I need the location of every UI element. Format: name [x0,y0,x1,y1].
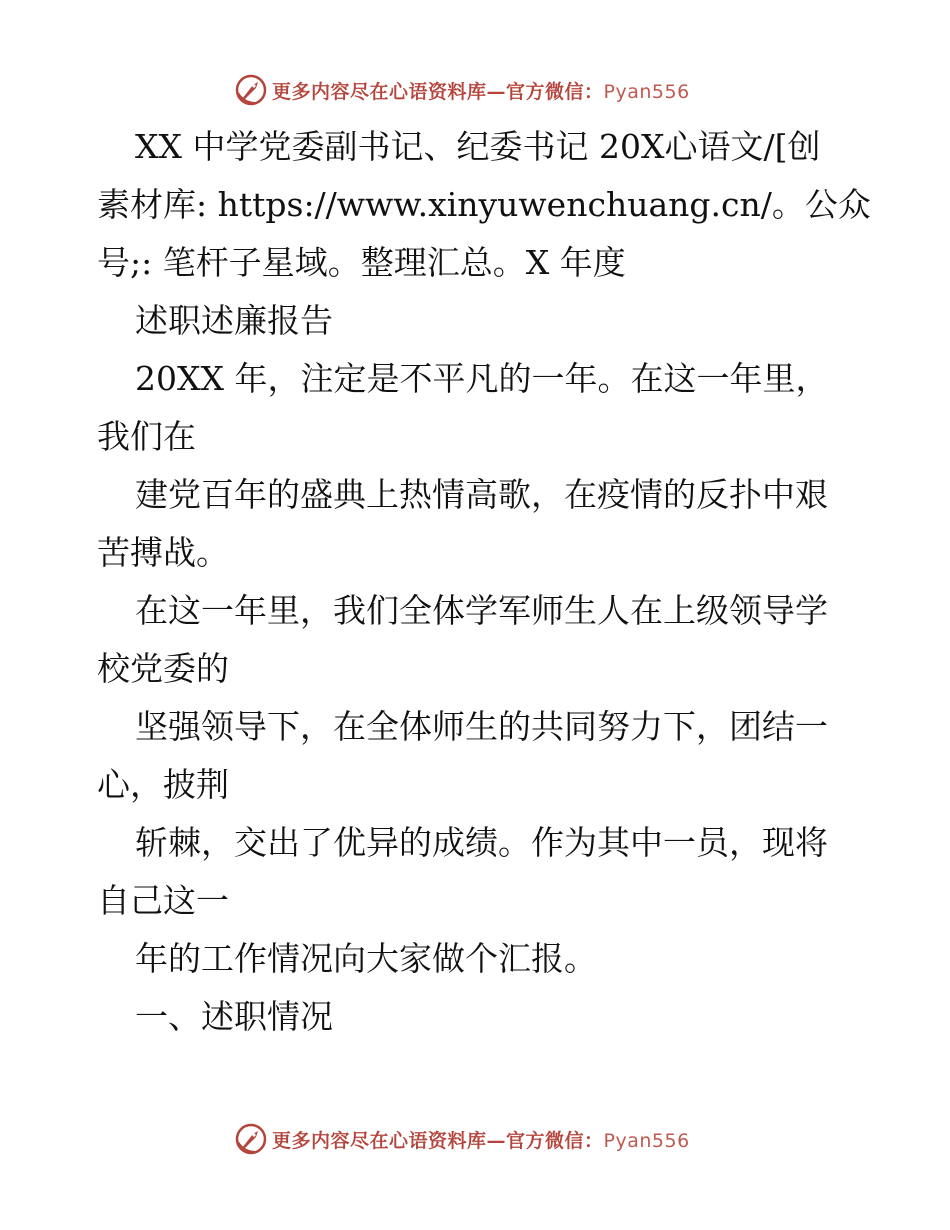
text-line: 心，披荆 [97,765,229,804]
text-line: 在这一年里，我们全体学军师生人在上级领导学 [135,591,828,630]
watermark-wechat-label: 官方微信： [506,1129,604,1152]
watermark-separator: — [486,1129,507,1152]
text-line: XX 中学党委副书记、纪委书记 20X心语文/[创 [135,127,821,166]
text-line: 年的工作情况向大家做个汇报。 [135,939,597,978]
text-line: 校党委的 [97,649,229,688]
watermark-text [272,1126,690,1153]
text-line: 坚强领导下，在全体师生的共同努力下，团结一 [135,707,828,746]
watermark-brand: 更多内容尽在心语资料库 [272,80,487,103]
watermark-wechat-label: 官方微信： [506,80,604,103]
text-line: 20XX 年，注定是不平凡的一年。在这一年里， [135,359,829,398]
text-line: 号;: 笔杆子星域。整理汇总。X 年度 [97,243,626,282]
text-line: 述职述廉报告 [135,301,333,340]
text-line: 建党百年的盛典上热情高歌，在疫情的反扑中艰 [135,475,828,514]
text-line: 我们在 [97,417,196,456]
text-line: 素材库: https://www.xinyuwenchuang.cn/。公众 [97,185,871,224]
pen-nib-logo-icon [234,73,268,107]
footer-watermark [234,1121,690,1157]
text-line: 斩棘，交出了优异的成绩。作为其中一员，现将 [135,823,828,862]
text-line: 苦搏战。 [97,533,229,572]
document-body [97,118,871,1046]
header-watermark [234,72,690,108]
pen-nib-logo-icon [234,1122,268,1156]
text-line: 自己这一 [97,881,229,920]
watermark-separator: — [486,80,507,103]
watermark-wechat-id: Pyan556 [603,1129,690,1152]
watermark-text [272,77,690,104]
watermark-wechat-id: Pyan556 [603,80,690,103]
watermark-brand: 更多内容尽在心语资料库 [272,1129,487,1152]
section-heading: 一、述职情况 [135,997,333,1036]
